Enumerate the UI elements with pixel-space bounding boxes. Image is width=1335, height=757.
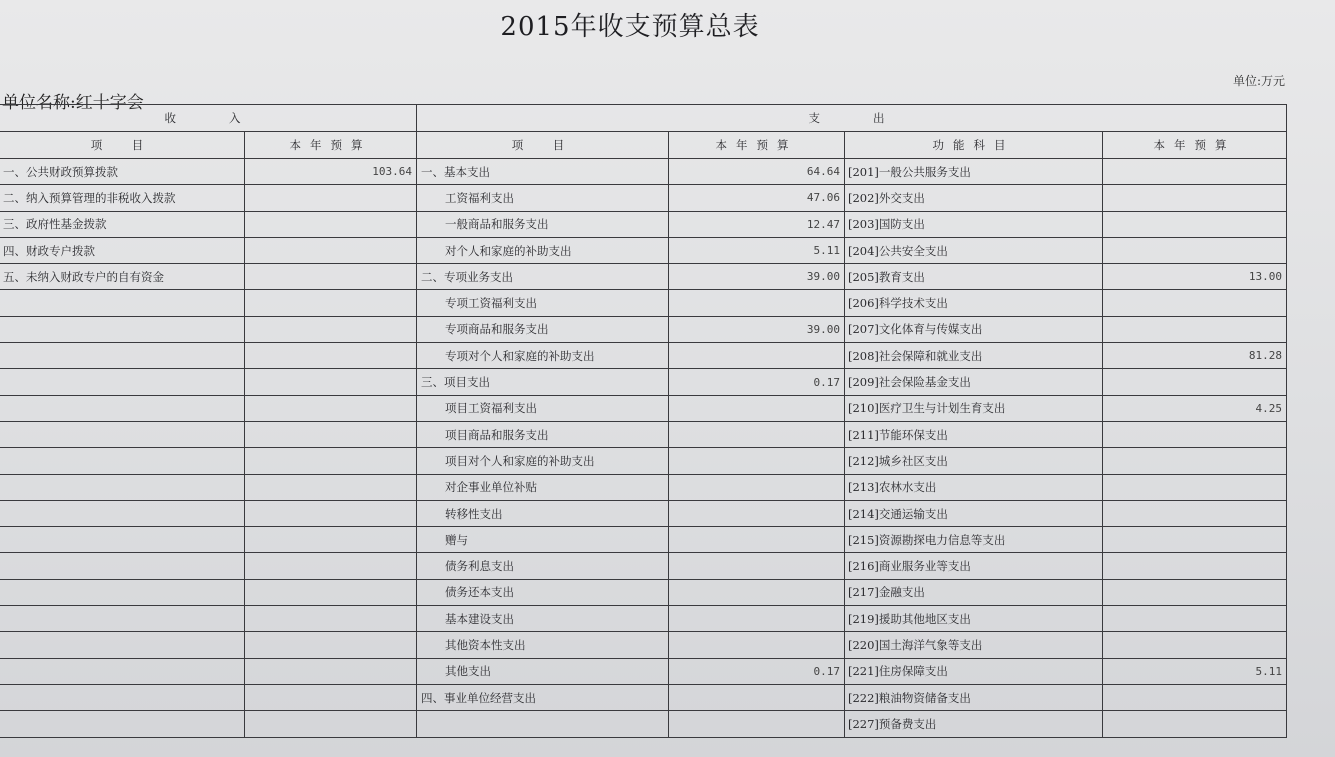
func-subject-cell: [211]节能环保支出 [845, 421, 1103, 447]
table-row [0, 316, 1287, 342]
expenditure-budget-cell [669, 500, 845, 526]
func-budget-cell [1103, 579, 1287, 605]
expenditure-item-cell: 对个人和家庭的补助支出 [417, 237, 669, 263]
func-subject-cell: [219]援助其他地区支出 [845, 606, 1103, 632]
func-subject-cell: [222]粮油物资储备支出 [845, 684, 1103, 710]
func-subject-cell: [214]交通运输支出 [845, 500, 1103, 526]
expenditure-item-cell: 转移性支出 [417, 500, 669, 526]
expenditure-item-cell: 其他资本性支出 [417, 632, 669, 658]
func-budget-cell [1103, 211, 1287, 237]
table-row [0, 500, 1287, 526]
income-item-cell [0, 711, 245, 737]
expenditure-budget-cell: 12.47 [669, 211, 845, 237]
func-subject-cell: [205]教育支出 [845, 264, 1103, 290]
expenditure-item-cell: 一般商品和服务支出 [417, 211, 669, 237]
table-row [0, 395, 1287, 421]
income-budget-cell [245, 579, 417, 605]
income-item-cell [0, 369, 245, 395]
income-budget-cell [245, 211, 417, 237]
table-row [0, 684, 1287, 710]
income-budget-cell [245, 369, 417, 395]
income-budget-cell [245, 237, 417, 263]
income-item-cell: 一、公共财政预算拨款 [0, 159, 245, 185]
func-subject-cell: [220]国土海洋气象等支出 [845, 632, 1103, 658]
expenditure-budget-cell [669, 448, 845, 474]
income-item-cell [0, 658, 245, 684]
func-subject-cell: [216]商业服务业等支出 [845, 553, 1103, 579]
expenditure-item-cell: 三、项目支出 [417, 369, 669, 395]
table-row [0, 711, 1287, 737]
func-subject-cell: [213]农林水支出 [845, 474, 1103, 500]
func-budget-cell [1103, 500, 1287, 526]
income-item-cell: 五、未纳入财政专户的自有资金 [0, 264, 245, 290]
expenditure-item-cell: 四、事业单位经营支出 [417, 684, 669, 710]
expenditure-item-cell: 其他支出 [417, 658, 669, 684]
expenditure-item-cell: 项目商品和服务支出 [417, 421, 669, 447]
income-item-cell: 三、政府性基金拨款 [0, 211, 245, 237]
income-item-cell [0, 316, 245, 342]
expenditure-item-cell [417, 711, 669, 737]
func-subject-cell: [209]社会保险基金支出 [845, 369, 1103, 395]
func-subject-header: 功能科目 [845, 132, 1103, 159]
expenditure-budget-cell [669, 474, 845, 500]
func-subject-cell: [217]金融支出 [845, 579, 1103, 605]
income-item-cell [0, 290, 245, 316]
expenditure-item-cell: 项目工资福利支出 [417, 395, 669, 421]
income-budget-cell [245, 290, 417, 316]
income-item-cell: 四、财政专户拨款 [0, 237, 245, 263]
expenditure-item-cell: 债务利息支出 [417, 553, 669, 579]
expenditure-item-cell: 专项商品和服务支出 [417, 316, 669, 342]
expenditure-budget-cell: 64.64 [669, 159, 845, 185]
budget-table [0, 104, 1287, 738]
income-item-cell [0, 395, 245, 421]
func-budget-cell [1103, 632, 1287, 658]
func-subject-cell: [215]资源勘探电力信息等支出 [845, 527, 1103, 553]
func-budget-cell [1103, 421, 1287, 447]
expenditure-budget-cell [669, 421, 845, 447]
func-budget-cell: 81.28 [1103, 343, 1287, 369]
income-budget-cell [245, 553, 417, 579]
func-budget-cell [1103, 316, 1287, 342]
unit-label: 单位:万元 [1232, 74, 1285, 88]
expenditure-header: 支 出 [417, 105, 1287, 132]
expenditure-budget-header: 本年预算 [669, 132, 845, 159]
func-subject-cell: [204]公共安全支出 [845, 237, 1103, 263]
table-row [0, 448, 1287, 474]
expenditure-item-cell: 债务还本支出 [417, 579, 669, 605]
income-budget-cell [245, 185, 417, 211]
func-budget-cell [1103, 606, 1287, 632]
income-budget-cell [245, 448, 417, 474]
income-budget-cell [245, 395, 417, 421]
expenditure-budget-cell [669, 343, 845, 369]
income-header: 收 入 [0, 105, 417, 132]
table-row [0, 185, 1287, 211]
table-row [0, 343, 1287, 369]
func-budget-cell [1103, 185, 1287, 211]
func-subject-cell: [202]外交支出 [845, 185, 1103, 211]
func-subject-cell: [212]城乡社区支出 [845, 448, 1103, 474]
income-item-cell [0, 343, 245, 369]
expenditure-budget-cell [669, 606, 845, 632]
func-budget-cell: 13.00 [1103, 264, 1287, 290]
expenditure-budget-cell: 5.11 [669, 237, 845, 263]
income-item-cell [0, 684, 245, 710]
expenditure-item-cell: 项目对个人和家庭的补助支出 [417, 448, 669, 474]
expenditure-budget-cell [669, 684, 845, 710]
func-budget-cell [1103, 527, 1287, 553]
expenditure-budget-cell [669, 711, 845, 737]
expenditure-budget-cell [669, 527, 845, 553]
income-budget-cell: 103.64 [245, 159, 417, 185]
income-budget-cell [245, 711, 417, 737]
func-budget-cell [1103, 159, 1287, 185]
expenditure-item-cell: 专项工资福利支出 [417, 290, 669, 316]
func-budget-cell: 5.11 [1103, 658, 1287, 684]
expenditure-item-cell: 一、基本支出 [417, 159, 669, 185]
table-row [0, 264, 1287, 290]
func-subject-cell: [203]国防支出 [845, 211, 1103, 237]
table-row [0, 658, 1287, 684]
income-budget-cell [245, 343, 417, 369]
income-budget-cell [245, 264, 417, 290]
income-budget-cell [245, 316, 417, 342]
func-subject-cell: [210]医疗卫生与计划生育支出 [845, 395, 1103, 421]
income-item-cell [0, 474, 245, 500]
income-item-cell [0, 421, 245, 447]
income-budget-cell [245, 474, 417, 500]
income-item-cell: 二、纳入预算管理的非税收入拨款 [0, 185, 245, 211]
expenditure-item-header: 项 目 [417, 132, 669, 159]
table-row [0, 579, 1287, 605]
func-budget-cell [1103, 237, 1287, 263]
income-item-cell [0, 500, 245, 526]
table-row [0, 237, 1287, 263]
func-budget-header: 本年预算 [1103, 132, 1287, 159]
expenditure-budget-cell: 0.17 [669, 369, 845, 395]
func-budget-cell [1103, 448, 1287, 474]
func-budget-cell [1103, 290, 1287, 316]
income-item-cell [0, 579, 245, 605]
expenditure-budget-cell [669, 632, 845, 658]
table-row [0, 369, 1287, 395]
table-row [0, 159, 1287, 185]
expenditure-item-cell: 基本建设支出 [417, 606, 669, 632]
expenditure-budget-cell: 47.06 [669, 185, 845, 211]
expenditure-budget-cell: 39.00 [669, 316, 845, 342]
income-budget-cell [245, 632, 417, 658]
func-subject-cell: [227]预备费支出 [845, 711, 1103, 737]
income-item-cell [0, 606, 245, 632]
func-subject-cell: [201]一般公共服务支出 [845, 159, 1103, 185]
income-item-cell [0, 527, 245, 553]
income-item-cell [0, 553, 245, 579]
func-budget-cell: 4.25 [1103, 395, 1287, 421]
expenditure-item-cell: 专项对个人和家庭的补助支出 [417, 343, 669, 369]
income-budget-cell [245, 606, 417, 632]
func-budget-cell [1103, 474, 1287, 500]
expenditure-item-cell: 二、专项业务支出 [417, 264, 669, 290]
expenditure-budget-cell: 39.00 [669, 264, 845, 290]
income-item-cell [0, 632, 245, 658]
expenditure-budget-cell [669, 395, 845, 421]
table-row [0, 211, 1287, 237]
header-row-sections [0, 105, 1287, 132]
table-row [0, 527, 1287, 553]
func-subject-cell: [206]科学技术支出 [845, 290, 1103, 316]
expenditure-item-cell: 工资福利支出 [417, 185, 669, 211]
table-row [0, 474, 1287, 500]
income-budget-cell [245, 500, 417, 526]
func-budget-cell [1103, 553, 1287, 579]
expenditure-budget-cell: 0.17 [669, 658, 845, 684]
expenditure-budget-cell [669, 553, 845, 579]
income-item-header: 项 目 [0, 132, 245, 159]
income-budget-cell [245, 684, 417, 710]
expenditure-budget-cell [669, 579, 845, 605]
income-budget-cell [245, 658, 417, 684]
func-budget-cell [1103, 369, 1287, 395]
org-name: 单位名称:红十字会 [2, 93, 144, 113]
table-row [0, 421, 1287, 447]
income-budget-header: 本年预算 [245, 132, 417, 159]
expenditure-item-cell: 对企事业单位补贴 [417, 474, 669, 500]
func-subject-cell: [207]文化体育与传媒支出 [845, 316, 1103, 342]
income-item-cell [0, 448, 245, 474]
table-row [0, 632, 1287, 658]
expenditure-item-cell: 赠与 [417, 527, 669, 553]
table-row [0, 290, 1287, 316]
header-row-columns [0, 132, 1287, 159]
func-budget-cell [1103, 711, 1287, 737]
income-budget-cell [245, 421, 417, 447]
income-budget-cell [245, 527, 417, 553]
table-row [0, 606, 1287, 632]
table-row [0, 553, 1287, 579]
page-title: 2015年收支预算总表 [500, 12, 760, 42]
func-budget-cell [1103, 684, 1287, 710]
func-subject-cell: [208]社会保障和就业支出 [845, 343, 1103, 369]
expenditure-budget-cell [669, 290, 845, 316]
func-subject-cell: [221]住房保障支出 [845, 658, 1103, 684]
